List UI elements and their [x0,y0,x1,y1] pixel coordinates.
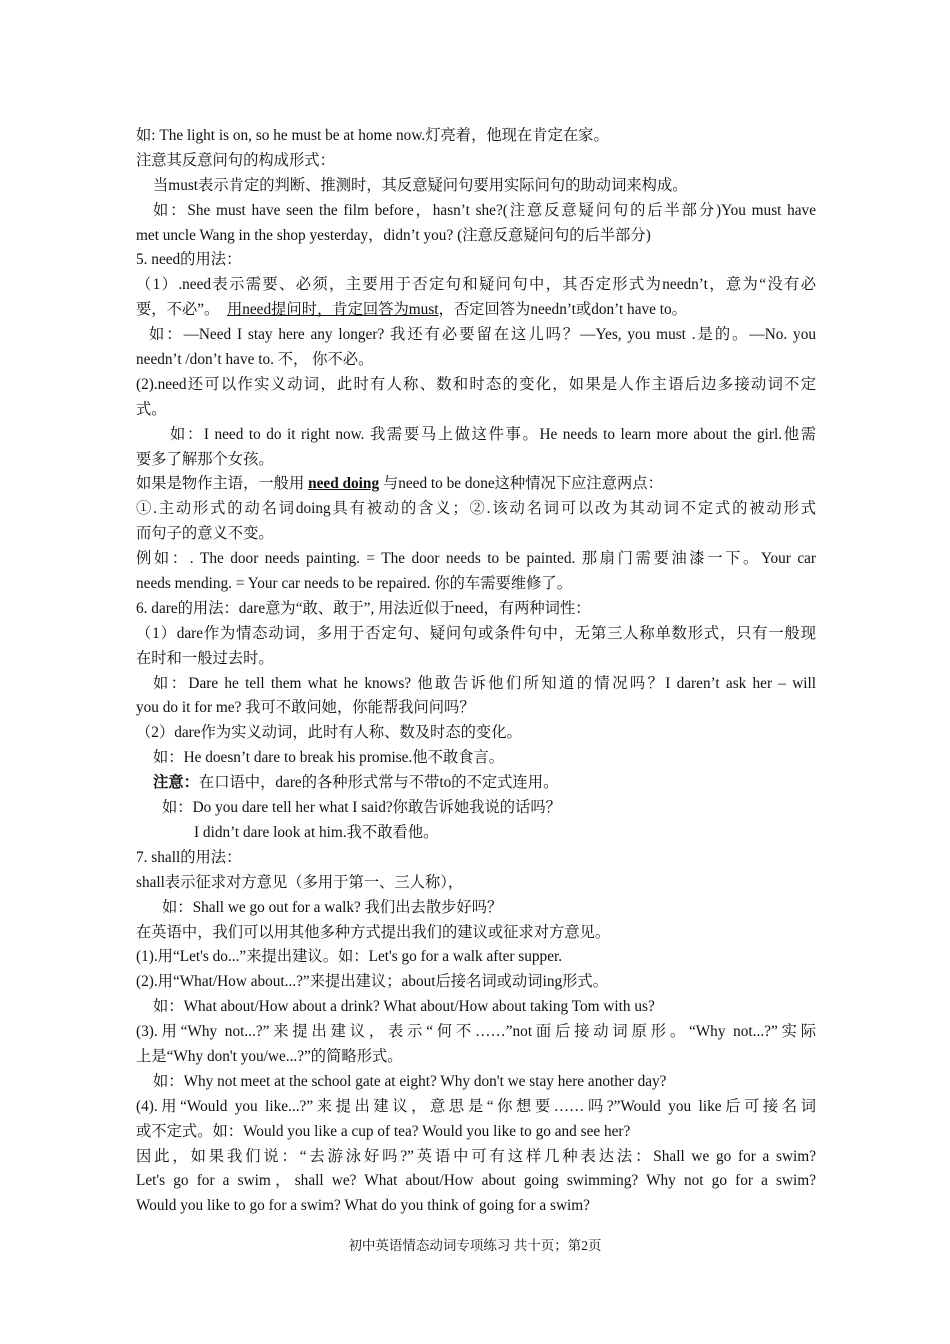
text-line [136,298,816,323]
text-segment: ，否定回答为needn’t或don’t have to。 [438,301,687,319]
text-segment: 在口语中，dare的各种形式常与不带to的不定式连用。 [198,774,559,792]
text-line: (2).用“What/How about...?”来提出建议；about后接名词或动词ing形式。 [136,973,609,991]
text-line: ①.主动形式的动名词doing具有被动的含义；②.该动名词可以改为其动词不定式的被动形式 [136,500,816,518]
text-line: you do it for me? 我可不敢问她，你能帮我问问吗？ [136,699,475,717]
bold-underlined-text: need doing [308,475,380,493]
text-line: needs mending. = Your car needs to be repaired. 你的车需要维修了。 [136,575,573,593]
text-line: (4).用“Would you like...?”来提出建议，意思是“你想要……吗?”Would you like后可接名词 [136,1097,816,1115]
text-line: (1).用“Let's do...”来提出建议。如：Let's go for a walk after supper. [136,948,563,966]
text-segment: 如果是物作主语，一般用 [136,475,305,493]
text-line: 例如：. The door needs painting. = The door needs to be painted. 那扇门需要油漆一下。Your car [136,550,816,568]
text-line: （1）dare作为情态动词，多用于否定句、疑问句或条件句中，无第三人称单数形式，只有一般现 [136,624,816,642]
underlined-text: 用need提问时，肯定回答为must [226,301,439,319]
text-line: 如：He doesn’t dare to break his promise.他不敢食言。 [153,749,505,767]
text-line: （2）dare作为实义动词，此时有人称、数及时态的变化。 [136,724,522,742]
text-line: 式。 [136,400,167,418]
text-line: 如：She must have seen the film before，hasn’t she?(注意反意疑问句的后半部分)You must have [153,201,816,219]
text-line: 因此，如果我们说：“去游泳好吗?”英语中可有这样几种表达法：Shall we go for a swim? [136,1147,816,1165]
section-heading: 5. need的用法： [136,251,242,269]
text-line: （1）.need表示需要、必须，主要用于否定句和疑问句中，其否定形式为needn’t，意为“没有必 [136,276,816,294]
text-line: met uncle Wang in the shop yesterday，didn’t you? (注意反意疑问句的后半部分) [136,226,651,244]
text-line: I didn’t dare look at him.我不敢看他。 [194,823,439,841]
text-line [136,472,816,497]
text-line: 如：Dare he tell them what he knows? 他敢告诉他们所知道的情况吗？I daren’t ask her – will [153,674,816,692]
text-line: Would you like to go for a swim? What do you think of going for a swim? [136,1197,590,1215]
text-line: 而句子的意义不变。 [136,525,274,543]
note-label: 注意： [153,774,199,792]
text-line: 如：I need to do it right now. 我需要马上做这件事。He needs to learn more about the girl.他需 [170,425,816,443]
text-line: 或不定式。如：Would you like a cup of tea? Would you like to go and see her? [136,1122,631,1140]
text-line: 在英语中，我们可以用其他多种方式提出我们的建议或征求对方意见。 [136,923,611,941]
section-heading: 6. dare的用法：dare意为“敢、敢于”, 用法近似于need，有两种词性： [136,599,591,617]
text-line: 如: The light is on, so he must be at home now.灯亮着，他现在肯定在家。 [136,127,609,144]
text-line: 注意其反意问句的构成形式： [136,151,335,169]
text-line [136,771,816,796]
text-line: (2).need还可以作实义动词，此时有人称、数和时态的变化，如果是人作主语后边多接动词不定 [136,375,816,393]
text-line: 上是“Why don't you/we...?”的简略形式。 [136,1047,403,1065]
text-line: 如：—Need I stay here any longer? 我还有必要留在这儿吗？—Yes, you must .是的。—No. you [149,326,816,344]
text-line: 当must表示肯定的判断、推测时，其反意疑问句要用实际问句的助动词来构成。 [153,176,688,194]
text-line: 如：Do you dare tell her what I said?你敢告诉她我说的话吗？ [162,799,561,817]
text-line: 在时和一般过去时。 [136,649,274,667]
text-line: needn’t /don’t have to. 不， 你不必。 [136,351,374,369]
text-line: 如：What about/How about a drink? What about/How about taking Tom with us? [153,998,655,1016]
text-segment: 要，不必”。 [136,301,220,319]
text-line: Let's go for a swim，shall we? What about/How about going swimming? Why not go for a swim? [136,1172,816,1190]
text-line: 如：Shall we go out for a walk? 我们出去散步好吗？ [162,898,503,916]
text-segment: 与need to be done这种情况下应注意两点： [382,475,663,493]
page-footer: 初中英语情态动词专项练习 共十页；第2页 [348,1238,602,1253]
text-line: (3).用“Why not...?”来提出建议，表示“何不……”not面后接动词原形。“Why not...?”实际 [136,1023,816,1041]
section-heading: 7. shall的用法： [136,848,242,866]
text-line: 如：Why not meet at the school gate at eight? Why don't we stay here another day? [153,1072,667,1090]
document-body [136,124,816,1219]
text-line: 要多了解那个女孩。 [136,450,274,468]
text-line: shall表示征求对方意见（多用于第一、三人称）， [136,873,464,891]
